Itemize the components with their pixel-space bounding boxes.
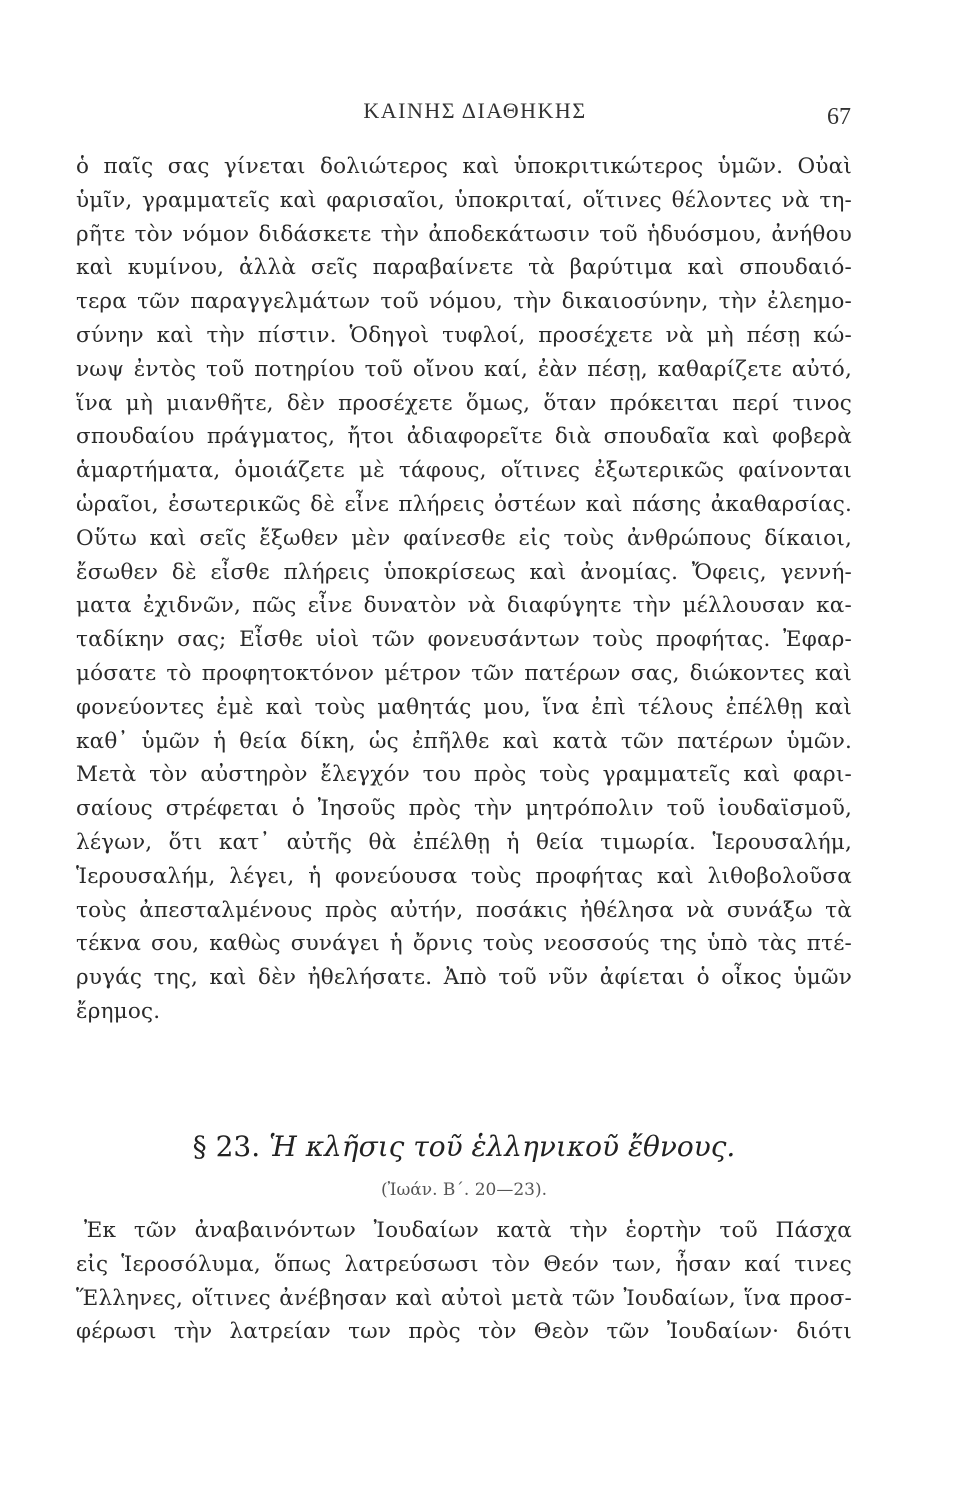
section-number: § 23.: [192, 1130, 261, 1163]
text-line: ὡραῖοι, ἐσωτερικῶς δὲ εἶνε πλήρεις ὀστέων καὶ πάσης ἀκαθαρσίας.: [76, 491, 852, 517]
text-line: ἵνα μὴ μιανθῆτε, δὲν προσέχετε ὅμως, ὅταν πρόκειται περί τινος: [76, 390, 852, 416]
text-line: ὑμῖν, γραμματεῖς καὶ φαρισαῖοι, ὑποκριταί, οἵτινες θέλοντες νὰ τη-: [76, 187, 852, 213]
text-line: τοὺς ἀπεσταλμένους πρὸς αὐτήν, ποσάκις ἠθέλησα νὰ συνάξω τὰ: [76, 897, 852, 923]
text-line: σύνην καὶ τὴν πίστιν. Ὁδηγοὶ τυφλοί, προσέχετε νὰ μὴ πέσῃ κώ-: [76, 322, 852, 348]
text-line: Ἐκ τῶν ἀναβαινόντων Ἰουδαίων κατὰ τὴν ἑορτὴν τοῦ Πάσχα: [84, 1218, 852, 1243]
paragraph-1: [76, 150, 852, 1029]
text-line: τέκνα σου, καθὼς συνάγει ἡ ὄρνις τοὺς νεοσσούς της ὑπὸ τὰς πτέ-: [76, 931, 852, 957]
text-line: ρυγάς της, καὶ δὲν ἠθελήσατε. Ἀπὸ τοῦ νῦν ἀφίεται ὁ οἶκος ὑμῶν: [76, 965, 852, 991]
text-line: φονεύοντες ἐμὲ καὶ τοὺς μαθητάς μου, ἵνα ἐπὶ τέλους ἐπέλθῃ καὶ: [76, 694, 852, 720]
text-line: φέρωσι τὴν λατρείαν των πρὸς τὸν Θεὸν τῶν Ἰουδαίων· διότι: [76, 1319, 852, 1345]
page-number: 67: [827, 104, 851, 130]
text-line: ταδίκην σας; Εἶσθε υἱοὶ τῶν φονευσάντων τοὺς προφήτας. Ἐφαρ-: [76, 627, 852, 653]
text-line: ματα ἐχιδνῶν, πῶς εἶνε δυνατὸν νὰ διαφύγητε τὴν μέλλουσαν κα-: [76, 593, 852, 619]
text-line: σαίους στρέφεται ὁ Ἰησοῦς πρὸς τὴν μητρόπολιν τοῦ ἰουδαϊσμοῦ,: [76, 796, 852, 822]
text-line: Ἕλληνες, οἵτινες ἀνέβησαν καὶ αὐτοὶ μετὰ τῶν Ἰουδαίων, ἵνα προσ-: [76, 1285, 852, 1311]
text-line: ἔσωθεν δὲ εἶσθε πλήρεις ὑποκρίσεως καὶ ἀνομίας. Ὄφεις, γεννή-: [76, 559, 852, 585]
text-line: εἰς Ἱεροσόλυμα, ὅπως λατρεύσωσι τὸν Θεόν των, ἦσαν καί τινες: [76, 1251, 852, 1277]
text-line: καθ᾿ ὑμῶν ἡ θεία δίκη, ὡς ἐπῆλθε καὶ κατὰ τῶν πατέρων ὑμῶν.: [76, 728, 852, 754]
text-line: Μετὰ τὸν αὐστηρὸν ἔλεγχόν του πρὸς τοὺς γραμματεῖς καὶ φαρι-: [76, 762, 852, 788]
text-line: ρῆτε τὸν νόμον διδάσκετε τὴν ἀποδεκάτωσιν τοῦ ἡδυόσμου, ἀνήθου: [76, 221, 852, 247]
section-heading: [76, 1130, 852, 1163]
text-line: νωψ ἐντὸς τοῦ ποτηρίου τοῦ οἴνου καί, ἐὰν πέσῃ, καθαρίζετε αὐτό,: [76, 356, 852, 382]
running-title: ΚΑΙΝΗΣ ΔΙΑΘΗΚΗΣ: [363, 98, 587, 123]
text-line: μόσατε τὸ προφητοκτόνον μέτρον τῶν πατέρων σας, διώκοντες καὶ: [76, 660, 852, 686]
text-line: Οὕτω καὶ σεῖς ἔξωθεν μὲν φαίνεσθε εἰς τοὺς ἀνθρώπους δίκαιοι,: [76, 525, 852, 551]
text-line: Ἱερουσαλήμ, λέγει, ἡ φονεύουσα τοὺς προφήτας καὶ λιθοβολοῦσα: [76, 863, 852, 889]
paragraph-2: [76, 1214, 852, 1349]
text-line: ἔρημος.: [76, 998, 161, 1024]
section-title: Ἡ κλῆσις τοῦ ἑλληνικοῦ ἔθνους.: [269, 1130, 736, 1163]
text-line: σπουδαίου πράγματος, ἤτοι ἀδιαφορεῖτε διὰ σπουδαῖα καὶ φοβερὰ: [76, 424, 852, 450]
scripture-reference: (Ἰωάν. Β΄. 20—23).: [380, 1180, 548, 1200]
text-line: τερα τῶν παραγγελμάτων τοῦ νόμου, τὴν δικαιοσύνην, τὴν ἐλεημο-: [76, 289, 852, 315]
text-line: λέγων, ὅτι κατ᾿ αὐτῆς θὰ ἐπέλθῃ ἡ θεία τιμωρία. Ἱερουσαλήμ,: [76, 829, 852, 855]
text-line: καὶ κυμίνου, ἀλλὰ σεῖς παραβαίνετε τὰ βαρύτιμα καὶ σπουδαιό-: [76, 255, 852, 281]
text-line: ἁμαρτήματα, ὁμοιάζετε μὲ τάφους, οἵτινες ἐξωτερικῶς φαίνονται: [76, 458, 852, 484]
text-line: ὁ παῖς σας γίνεται δολιώτερος καὶ ὑποκριτικώτερος ὑμῶν. Οὐαὶ: [76, 154, 852, 179]
